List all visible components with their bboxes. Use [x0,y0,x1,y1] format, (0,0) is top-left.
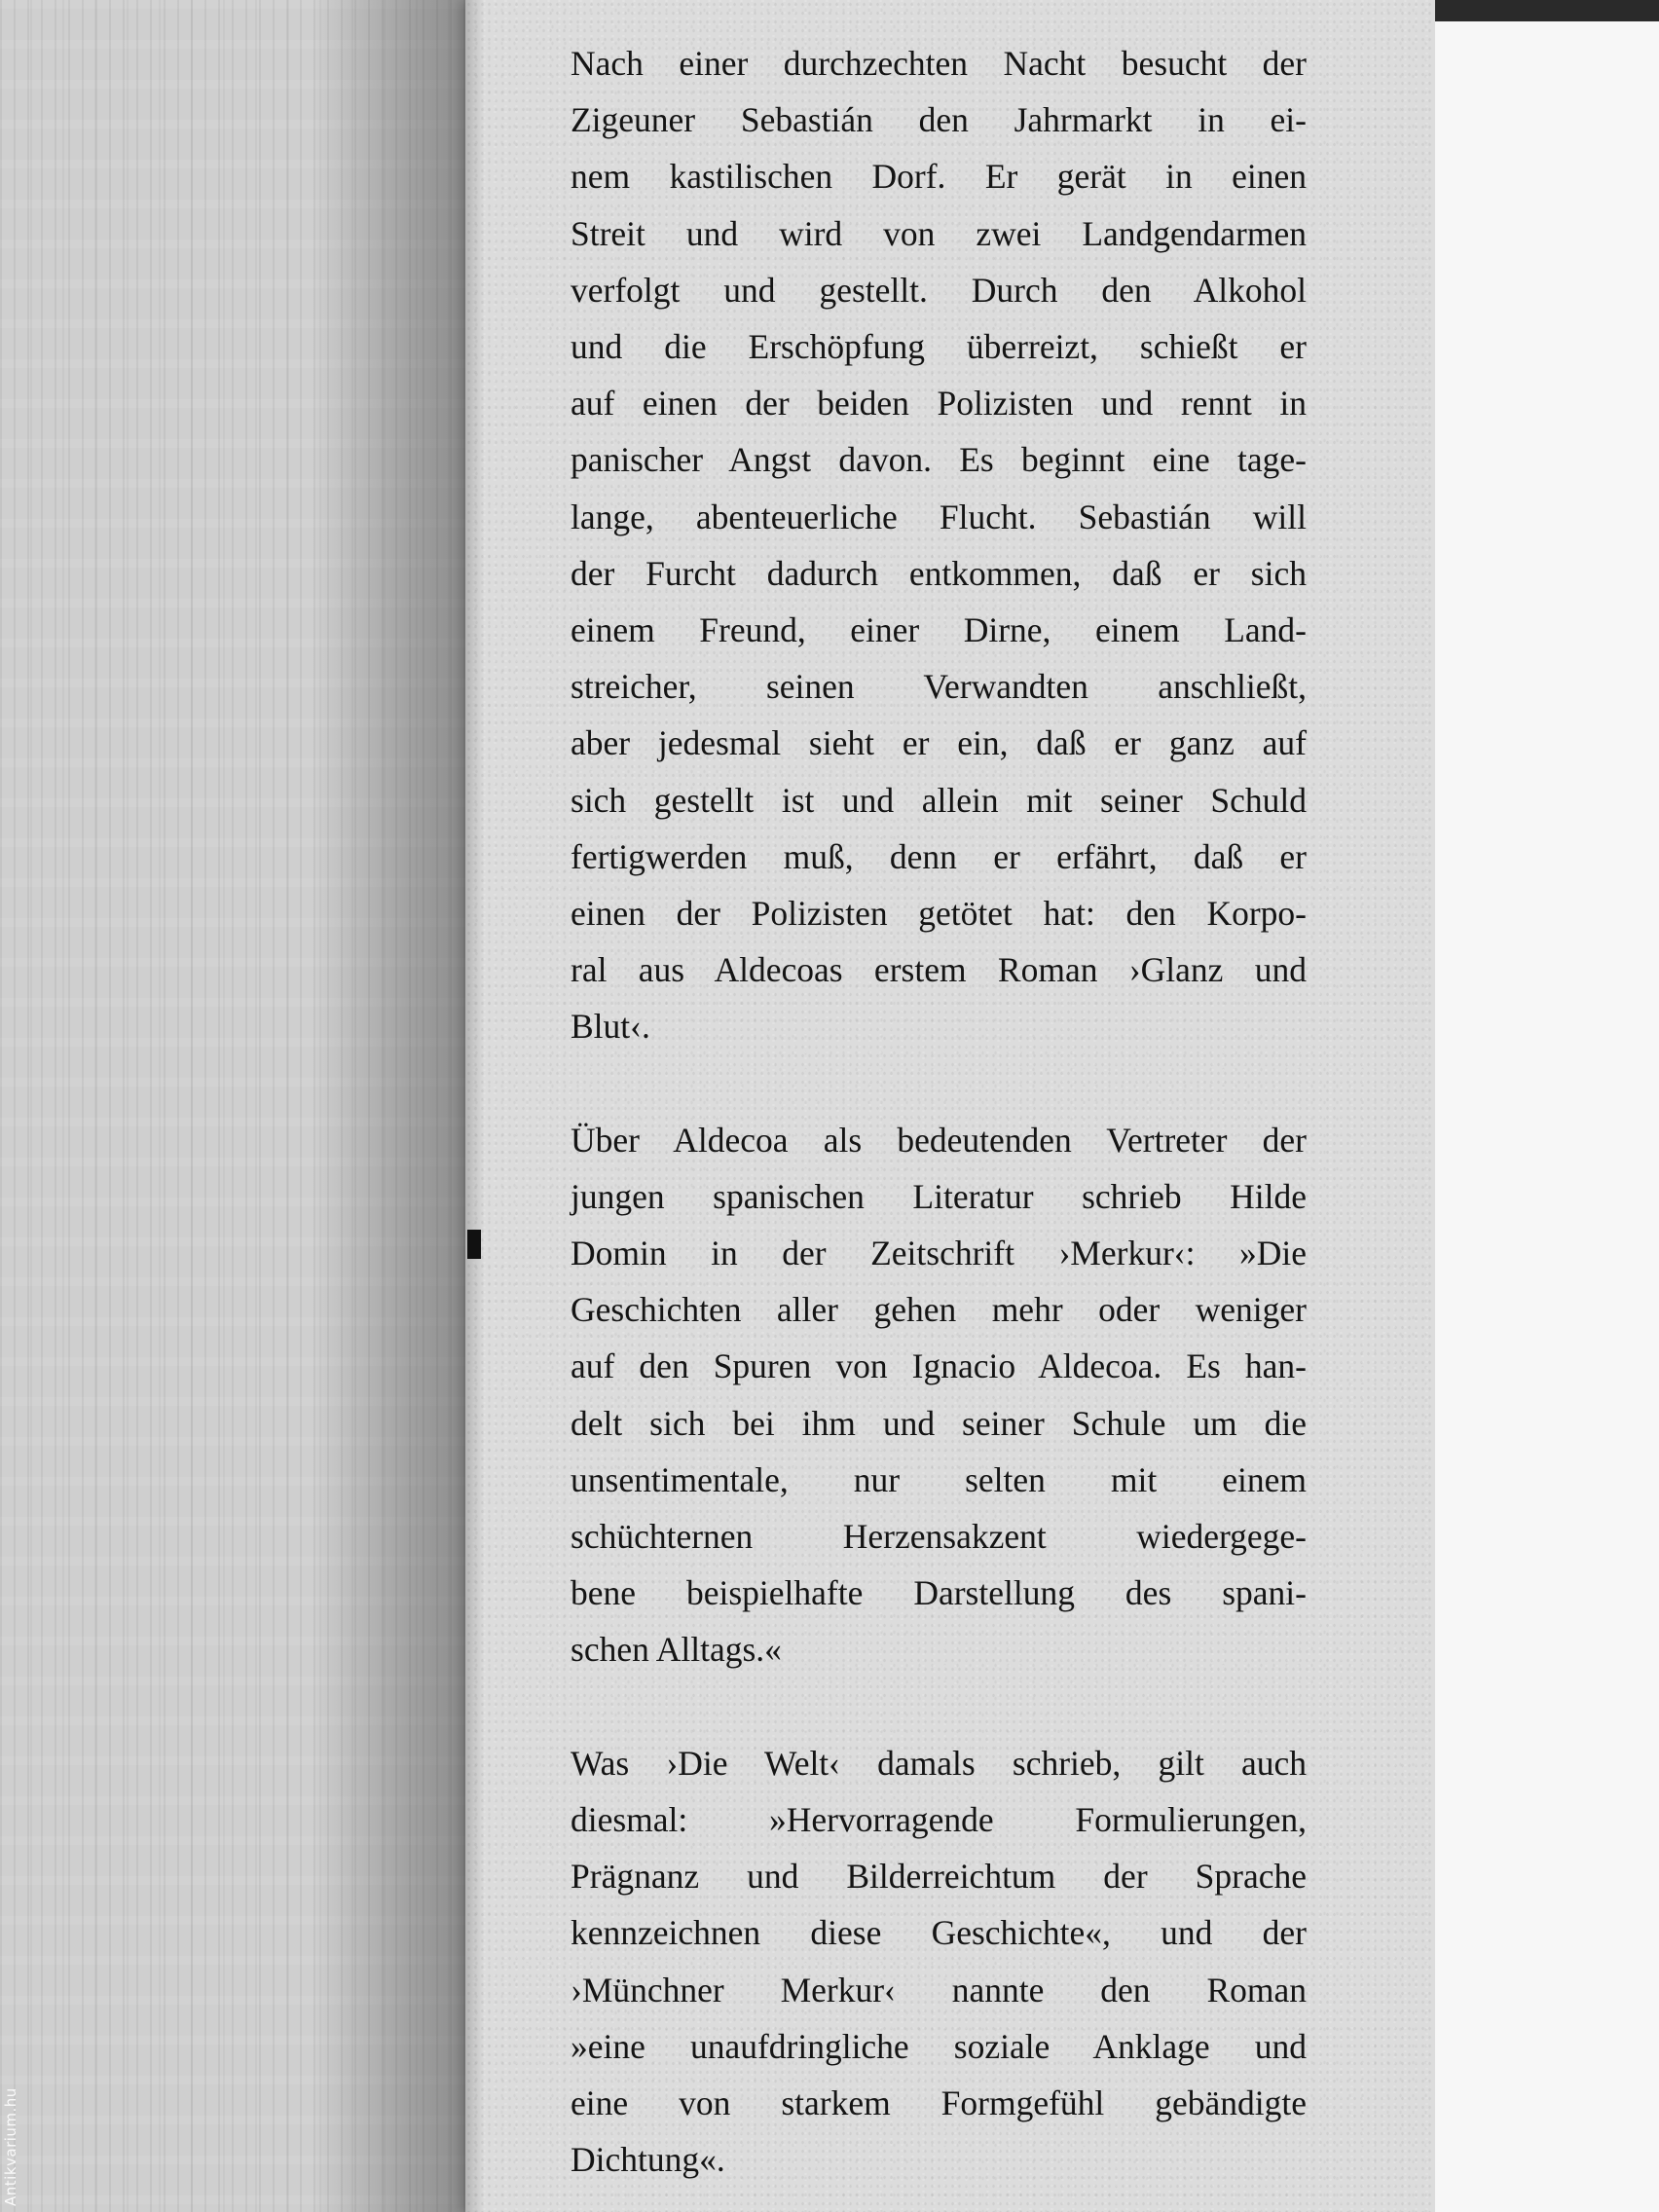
text-line: Über Aldecoa als bedeutenden Vertreter der [571,1120,1307,1160]
text-line: ral aus Aldecoas erstem Roman ›Glanz und [571,950,1307,990]
text-line: einem Freund, einer Dirne, einem Land- [571,610,1307,650]
text-line: ›Münchner Merkur‹ nannte den Roman [571,1970,1307,2009]
text-line: einen der Polizisten getötet hat: den Korpo- [571,894,1307,934]
text-line: eine von starkem Formgefühl gebändigte [571,2083,1307,2122]
text-line: schen Alltags.« [571,1630,782,1670]
text-line: sich gestellt ist und allein mit seiner Schuld [571,780,1307,820]
text-line: Zigeuner Sebastián den Jahrmarkt in ei- [571,100,1307,140]
text-line: der Furcht dadurch entkommen, daß er sich [571,553,1307,593]
paper-edge-shadow [465,0,485,2212]
text-line: Geschichten aller gehen mehr oder weniger [571,1290,1307,1330]
page-shadow [312,0,487,2212]
text-line: nem kastilischen Dorf. Er gerät in einen [571,157,1307,197]
text-line: schüchternen Herzensakzent wiedergege- [571,1517,1307,1557]
text-line: Nach einer durchzechten Nacht besucht der [571,44,1307,83]
text-line: »eine unaufdringliche soziale Anklage und [571,2026,1307,2066]
text-line: bene beispielhafte Darstellung des spani- [571,1573,1307,1613]
text-line: verfolgt und gestellt. Durch den Alkohol [571,270,1307,310]
text-line: diesmal: »Hervorragende Formulierungen, [571,1799,1307,1839]
text-line: Domin in der Zeitschrift ›Merkur‹: »Die [571,1234,1307,1273]
text-line: auf einen der beiden Polizisten und rennt in [571,384,1307,424]
paragraph-3 [571,1735,1307,2189]
text-line: Dichtung«. [571,2140,725,2180]
text-line: unsentimentale, nur selten mit einem [571,1459,1307,1499]
paragraph-1 [571,35,1307,1055]
text-line: Streit und wird von zwei Landgendarmen [571,213,1307,253]
text-line: Prägnanz und Bilderreichtum der Sprache [571,1857,1307,1897]
text-line: lange, abenteuerliche Flucht. Sebastián will [571,497,1307,536]
dark-top-strip [1435,0,1659,21]
text-line: auf den Spuren von Ignacio Aldecoa. Es han- [571,1346,1307,1386]
text-line: panischer Angst davon. Es beginnt eine tage- [571,440,1307,480]
binding-mark [467,1230,481,1259]
text-line: Was ›Die Welt‹ damals schrieb, gilt auch [571,1743,1307,1783]
text-line: jungen spanischen Literatur schrieb Hilde [571,1176,1307,1216]
text-line: aber jedesmal sieht er ein, daß er ganz auf [571,723,1307,763]
text-line: fertigwerden muß, denn er erfährt, daß er [571,836,1307,876]
watermark-label: Antikvarium.hu [2,2087,19,2206]
white-backdrop [1435,0,1659,2212]
text-line: delt sich bei ihm und seiner Schule um die [571,1403,1307,1443]
text-line: streicher, seinen Verwandten anschließt, [571,667,1307,707]
text-line: kennzeichnen diese Geschichte«, und der [571,1913,1307,1953]
text-line: Blut‹. [571,1007,650,1047]
flap-text [571,35,1307,2188]
paragraph-2 [571,1112,1307,1678]
text-line: und die Erschöpfung überreizt, schießt er [571,327,1307,367]
